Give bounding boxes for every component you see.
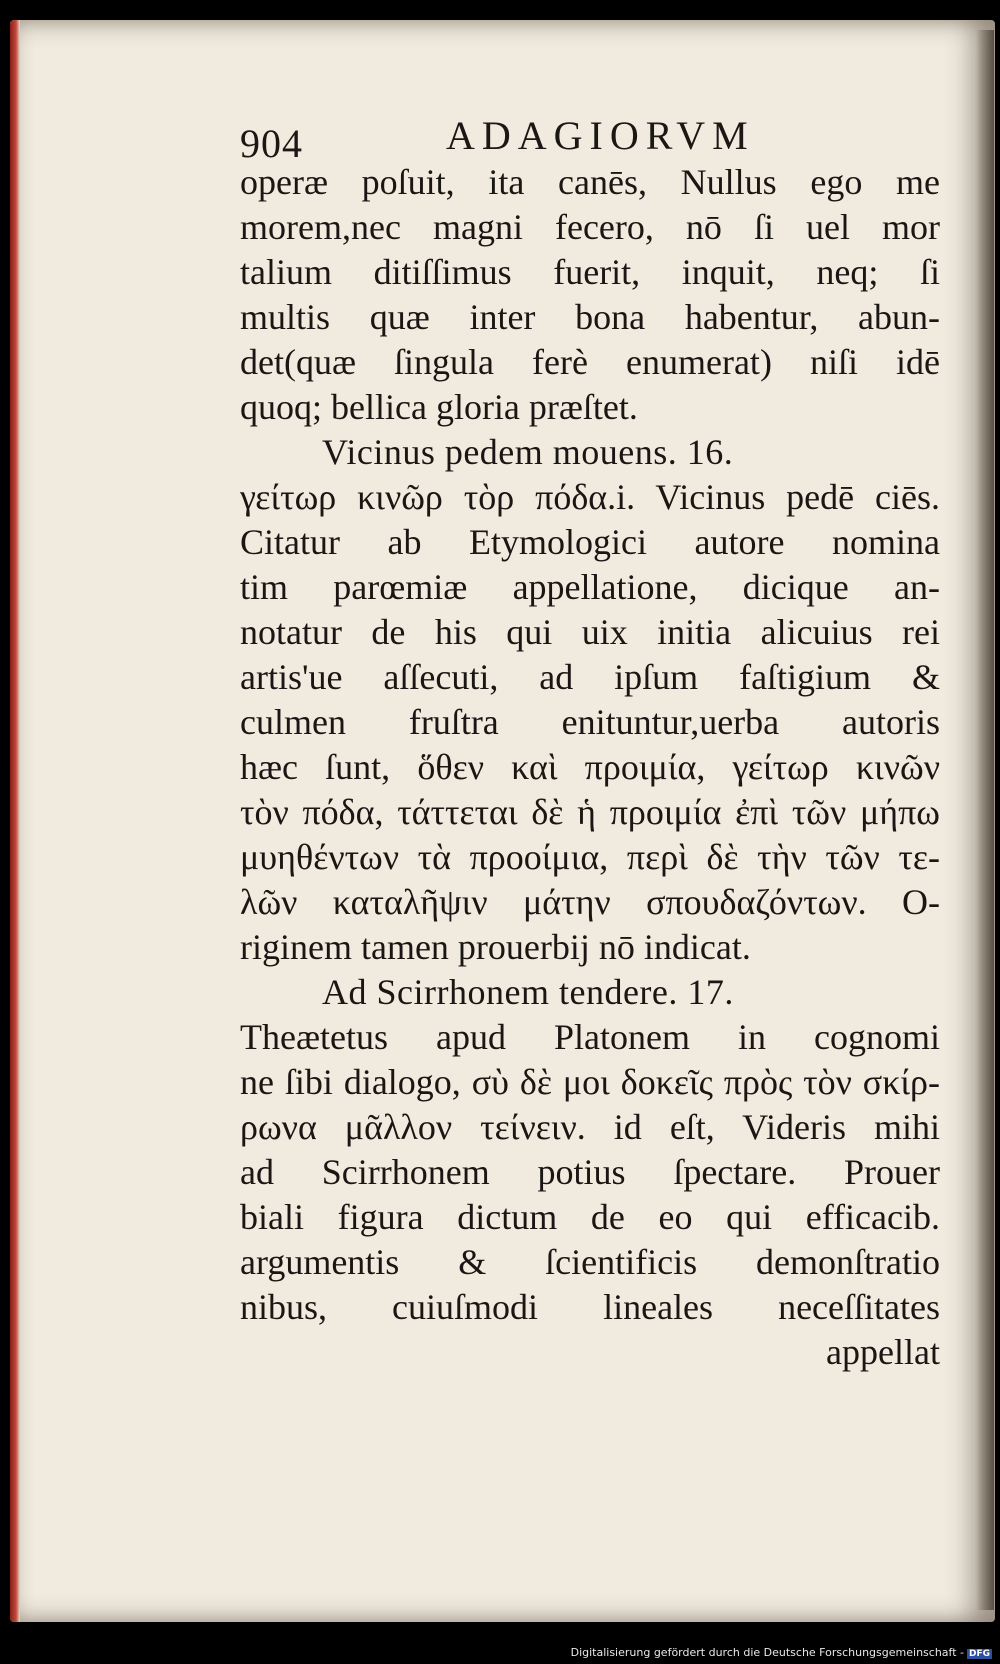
- text-line: biali figura dictum de eo qui efficacib.: [240, 1197, 940, 1237]
- text-line: μυηθέντων τὰ προοίμια, περὶ δὲ τὴν τῶν τε-: [240, 837, 940, 877]
- text-line: morem,nec magni fecero, nō ſi uel mor: [240, 207, 940, 247]
- text-line: ne ſibi dialogo, σὺ δὲ μοι δοκεῖς πρὸς τὸν σκίρ-: [240, 1062, 940, 1102]
- text-line: multis quæ inter bona habentur, abun-: [240, 297, 940, 337]
- adage-heading: Vicinus pedem mouens. 16.: [322, 432, 734, 472]
- page-spine-edge: [10, 20, 20, 1622]
- text-line: notatur de his qui uix initia alicuius rei: [240, 612, 940, 652]
- text-line: Theætetus apud Platonem in cognomi: [240, 1017, 940, 1057]
- digitization-credit: [571, 1646, 992, 1659]
- text-line: γείτωρ κινῶρ τὸρ πόδα.i. Vicinus pedē ciēs.: [240, 477, 940, 517]
- text-line: ad Scirrhonem potius ſpectare. Prouer: [240, 1152, 940, 1192]
- text-line: operæ poſuit, ita canēs, Nullus ego me: [240, 162, 940, 202]
- page-number: 904: [240, 121, 303, 166]
- text-line: tim parœmiæ appellatione, dicique an-: [240, 567, 940, 607]
- text-line: culmen fruſtra enituntur,uerba autoris: [240, 702, 940, 742]
- catchword: appellat: [826, 1332, 940, 1372]
- text-line: hæc ſunt, ὅθεν καὶ προιμία, γείτωρ κινῶν: [240, 747, 940, 787]
- text-line: τὸν πόδα, τάττεται δὲ ἡ προιμία ἐπὶ τῶν μήπω: [240, 792, 940, 832]
- body-text: [240, 160, 940, 1375]
- text-line: λῶν καταλῆψιν μάτην σπουδαζόντων. O-: [240, 882, 940, 922]
- page-right-shadow: [976, 30, 994, 1610]
- text-line: det(quæ ſingula ferè enumerat) niſi idē: [240, 342, 940, 382]
- text-line: Citatur ab Etymologici autore nomina: [240, 522, 940, 562]
- credit-text: Digitalisierung gefördert durch die Deutsche Forschungsgemeinschaft -: [570, 1646, 964, 1659]
- text-line: talium ditiſſimus fuerit, inquit, neq; ſi: [240, 252, 940, 292]
- text-line: riginem tamen prouerbij nō indicat.: [240, 927, 751, 967]
- text-line: quoq; bellica gloria præſtet.: [240, 387, 638, 427]
- adage-heading: Ad Scirrhonem tendere. 17.: [322, 972, 734, 1012]
- text-line: ρωνα μᾶλλον τείνειν. id eſt, Videris mihi: [240, 1107, 940, 1147]
- dfg-logo: DFG: [968, 1649, 990, 1659]
- text-line: artis'ue aſſecuti, ad ipſum faſtigium &: [240, 657, 940, 697]
- running-title: ADAGIORVM: [446, 113, 755, 158]
- text-line: argumentis & ſcientificis demonſtratio: [240, 1242, 940, 1282]
- text-line: nibus, cuiuſmodi lineales neceſſitates: [240, 1287, 940, 1327]
